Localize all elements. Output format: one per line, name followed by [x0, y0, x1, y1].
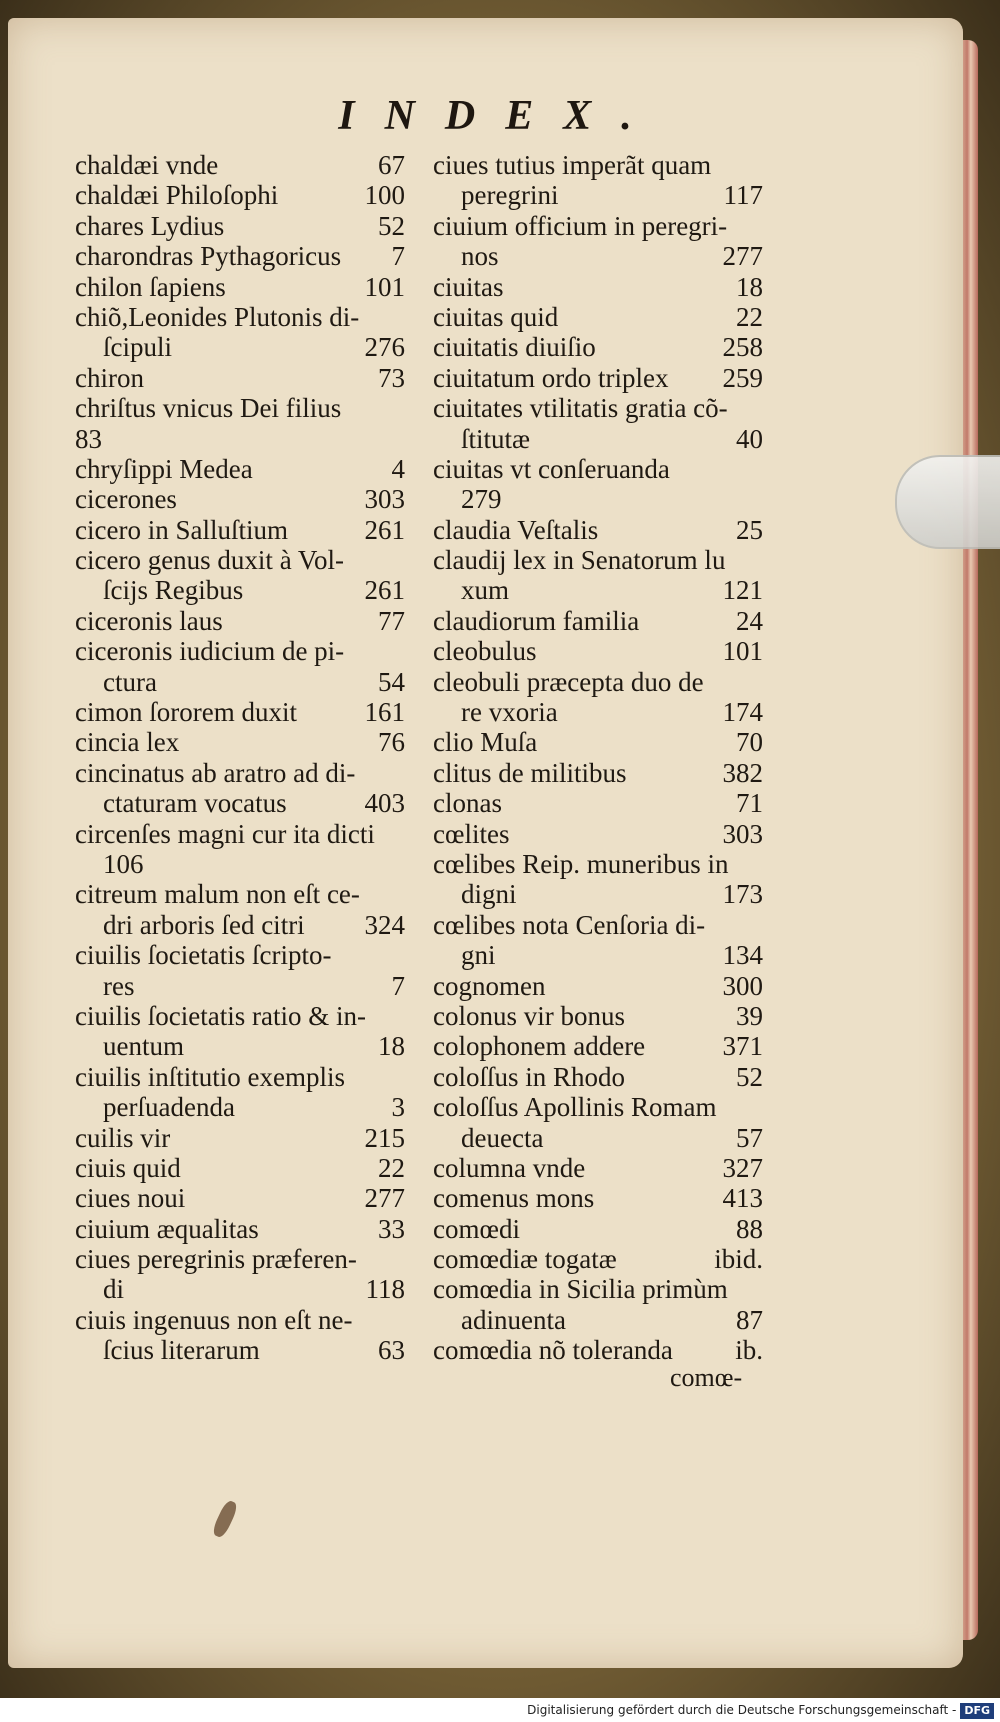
entry-term: chaldæi Philoſophi	[75, 180, 279, 211]
entry-term: cœlites	[433, 818, 510, 849]
index-entry	[75, 150, 405, 180]
entry-page-number: 71	[736, 788, 763, 819]
entry-term: ciues tutius imperãt quam	[433, 150, 712, 180]
entry-term: nos	[461, 241, 499, 272]
index-entry	[75, 606, 405, 636]
entry-term: cognomen	[433, 970, 546, 1001]
entry-term: comœdiæ togatæ	[433, 1244, 617, 1275]
entry-term: ctaturam vocatus	[103, 788, 287, 819]
index-entry	[433, 667, 763, 697]
index-entry	[433, 819, 763, 849]
index-entry	[75, 241, 405, 271]
entry-page-number: 70	[736, 727, 763, 758]
entry-page-number: 327	[722, 1152, 763, 1183]
entry-term: cicerones	[75, 484, 177, 515]
entry-term: ſcijs Regibus	[103, 575, 244, 606]
entry-term: digni	[461, 879, 517, 910]
index-entry	[75, 1123, 405, 1153]
entry-page-number: 63	[378, 1335, 405, 1366]
entry-page-number: 258	[722, 332, 763, 363]
index-entry	[433, 241, 763, 271]
index-entry	[75, 1335, 405, 1365]
index-entry	[75, 515, 405, 545]
index-entry	[433, 150, 763, 180]
index-entry	[75, 697, 405, 727]
entry-term: cincinatus ab aratro ad di-	[75, 757, 356, 788]
index-entry	[433, 1001, 763, 1031]
entry-page-number: 277	[364, 1183, 405, 1214]
index-entry	[75, 667, 405, 697]
entry-term: uentum	[103, 1031, 184, 1062]
entry-term: citreum malum non eſt ce-	[75, 879, 360, 910]
entry-page-number: 40	[736, 423, 763, 454]
entry-page-number: 324	[364, 909, 405, 940]
footer-text: Digitalisierung gefördert durch die Deutsche Forschungsgemeinschaft -	[527, 1703, 957, 1717]
index-entry	[433, 1092, 763, 1122]
index-entry	[433, 424, 763, 454]
entry-page-number: 88	[736, 1213, 763, 1244]
entry-page-number: 22	[378, 1152, 405, 1183]
index-entry	[75, 484, 405, 514]
entry-term: di	[103, 1274, 125, 1305]
entry-term: cincia lex	[75, 727, 180, 758]
entry-term: adinuenta	[461, 1304, 566, 1335]
entry-term: ciues peregrinis præferen-	[75, 1244, 357, 1275]
entry-term: claudiorum familia	[433, 605, 640, 636]
entry-page-number: 87	[736, 1304, 763, 1335]
index-entry	[433, 697, 763, 727]
index-entry	[433, 910, 763, 940]
entry-page-number: 73	[378, 362, 405, 393]
entry-term: ſtitutæ	[461, 423, 531, 454]
index-entry	[433, 484, 763, 514]
entry-term: ciuitas quid	[433, 301, 559, 332]
index-entry	[433, 1062, 763, 1092]
index-entry	[433, 1123, 763, 1153]
entry-term: 83	[75, 423, 102, 454]
entry-term: comœdia in Sicilia primùm	[433, 1274, 728, 1305]
entry-term: ciues noui	[75, 1183, 186, 1214]
entry-page-number: 76	[378, 727, 405, 758]
entry-term: chiõ,Leonides Plutonis di-	[75, 301, 360, 332]
entry-page-number: 161	[364, 697, 405, 728]
entry-term: cœlibes Reip. muneribus in	[433, 848, 729, 879]
entry-term: ſcius literarum	[103, 1335, 260, 1366]
index-entry	[75, 575, 405, 605]
index-entry	[75, 180, 405, 210]
entry-page-number: 277	[722, 241, 763, 272]
index-entry	[75, 727, 405, 757]
catchword: comœ-	[670, 1363, 743, 1392]
entry-page-number: 303	[722, 818, 763, 849]
index-column-left	[75, 150, 405, 1366]
entry-term: ciuium officium in peregri-	[433, 210, 728, 241]
index-entry	[433, 879, 763, 909]
entry-term: ciuilis ſocietatis ſcripto-	[75, 940, 332, 971]
index-entry	[75, 363, 405, 393]
entry-page-number: 276	[364, 332, 405, 363]
index-entry	[75, 879, 405, 909]
digitization-footer	[0, 1698, 1000, 1722]
entry-page-number: 52	[736, 1061, 763, 1092]
index-entry	[75, 1001, 405, 1031]
index-entry	[75, 819, 405, 849]
entry-page-number: 101	[722, 636, 763, 667]
entry-term: cleobuli præcepta duo de	[433, 666, 704, 697]
entry-term: ciuilis inſtitutio exemplis	[75, 1061, 345, 1092]
index-entry	[433, 1305, 763, 1335]
entry-page-number: 100	[364, 180, 405, 211]
entry-term: chiron	[75, 362, 144, 393]
index-entry	[75, 636, 405, 666]
index-entry	[75, 1244, 405, 1274]
entry-page-number: 259	[722, 362, 763, 393]
index-entry	[75, 1153, 405, 1183]
index-entry	[433, 758, 763, 788]
entry-term: ciuitatum ordo triplex	[433, 362, 669, 393]
entry-term: ſcipuli	[103, 332, 172, 363]
entry-term: ciuis ingenuus non eſt ne-	[75, 1304, 353, 1335]
entry-page-number: 173	[722, 879, 763, 910]
entry-term: cleobulus	[433, 636, 537, 667]
index-entry	[433, 636, 763, 666]
entry-page-number: 52	[378, 210, 405, 241]
index-entry	[433, 180, 763, 210]
index-entry	[75, 1092, 405, 1122]
index-entry	[433, 363, 763, 393]
entry-term: peregrini	[461, 180, 559, 211]
index-entry	[433, 788, 763, 818]
entry-page-number: 403	[364, 788, 405, 819]
entry-term: claudia Veſtalis	[433, 514, 599, 545]
index-column-right	[433, 150, 763, 1366]
index-entry	[433, 211, 763, 241]
index-entry	[433, 1183, 763, 1213]
index-entry	[433, 332, 763, 362]
entry-term: colonus vir bonus	[433, 1000, 625, 1031]
entry-term: ciuitas vt conſeruanda	[433, 453, 670, 484]
entry-page-number: 371	[722, 1031, 763, 1062]
entry-page-number: 33	[378, 1213, 405, 1244]
entry-page-number: 101	[364, 271, 405, 302]
entry-term: ciuitatis diuiſio	[433, 332, 596, 363]
index-entry	[75, 332, 405, 362]
entry-term: ciuilis ſocietatis ratio & in-	[75, 1000, 366, 1031]
index-entry	[433, 727, 763, 757]
dfg-logo: DFG	[960, 1703, 994, 1719]
entry-term: coloſſus Apollinis Romam	[433, 1092, 717, 1123]
index-entry	[75, 1183, 405, 1213]
index-entry	[433, 1274, 763, 1304]
entry-page-number: 7	[391, 970, 405, 1001]
index-entry	[433, 1214, 763, 1244]
index-entry	[75, 211, 405, 241]
index-entry	[75, 454, 405, 484]
index-entry	[433, 515, 763, 545]
entry-term: gni	[461, 940, 496, 971]
index-entry	[75, 788, 405, 818]
entry-term: 106	[103, 848, 144, 879]
entry-term: ciceronis laus	[75, 605, 223, 636]
entry-term: claudij lex in Senatorum lu	[433, 545, 726, 576]
entry-term: chryſippi Medea	[75, 453, 253, 484]
entry-page-number: 4	[391, 453, 405, 484]
entry-page-number: 261	[364, 514, 405, 545]
entry-page-number: 25	[736, 514, 763, 545]
entry-page-number: 413	[722, 1183, 763, 1214]
entry-page-number: 3	[391, 1092, 405, 1123]
entry-page-number: 22	[736, 301, 763, 332]
entry-term: colophonem addere	[433, 1031, 646, 1062]
index-entry	[433, 940, 763, 970]
entry-page-number: 118	[365, 1274, 405, 1305]
index-entry	[75, 1305, 405, 1335]
index-entry	[433, 1244, 763, 1274]
entry-term: deuecta	[461, 1122, 544, 1153]
index-entry	[433, 302, 763, 332]
entry-term: ciuium æqualitas	[75, 1213, 259, 1244]
index-entry	[75, 272, 405, 302]
entry-term: ciceronis iudicium de pi-	[75, 636, 345, 667]
entry-term: cicero genus duxit à Vol-	[75, 545, 344, 576]
index-entry	[433, 971, 763, 1001]
index-entry	[75, 849, 405, 879]
index-entry	[433, 1153, 763, 1183]
index-entry	[75, 1062, 405, 1092]
entry-page-number: 134	[722, 940, 763, 971]
index-entry	[75, 910, 405, 940]
entry-page-number: 300	[722, 970, 763, 1001]
entry-term: cuilis vir	[75, 1122, 171, 1153]
page-title: INDEX.	[338, 93, 662, 139]
entry-term: xum	[461, 575, 510, 606]
index-entry	[433, 272, 763, 302]
entry-page-number: ibid.	[714, 1244, 763, 1275]
entry-page-number: 121	[722, 575, 763, 606]
entry-page-number: 57	[736, 1122, 763, 1153]
index-entry	[75, 424, 405, 454]
entry-term: ciuitates vtilitatis gratia cõ-	[433, 393, 728, 424]
index-entry	[433, 575, 763, 605]
entry-term: cicero in Salluſtium	[75, 514, 288, 545]
entry-term: res	[103, 970, 135, 1001]
index-entry	[433, 1031, 763, 1061]
index-entry	[433, 606, 763, 636]
index-entry	[75, 971, 405, 1001]
entry-term: clonas	[433, 788, 502, 819]
index-entry	[75, 393, 405, 423]
entry-term: clio Muſa	[433, 727, 538, 758]
entry-page-number: 18	[378, 1031, 405, 1062]
entry-term: cœlibes nota Cenſoria di-	[433, 909, 706, 940]
index-entry	[433, 393, 763, 423]
entry-term: coloſſus in Rhodo	[433, 1061, 626, 1092]
index-entry	[75, 545, 405, 575]
entry-term: dri arboris ſed citri	[103, 909, 305, 940]
entry-term: cimon ſororem duxit	[75, 697, 297, 728]
entry-term: ciuis quid	[75, 1152, 181, 1183]
index-entry	[75, 302, 405, 332]
entry-page-number: 382	[722, 757, 763, 788]
entry-term: circenſes magni cur ita dicti	[75, 818, 375, 849]
index-entry	[75, 758, 405, 788]
entry-term: comœdia nõ toleranda	[433, 1335, 673, 1366]
entry-term: charondras Pythagoricus	[75, 241, 342, 272]
entry-page-number: 174	[722, 697, 763, 728]
entry-page-number: 261	[364, 575, 405, 606]
entry-term: chilon ſapiens	[75, 271, 226, 302]
entry-term: ciuitas	[433, 271, 504, 302]
entry-term: chares Lydius	[75, 210, 225, 241]
entry-term: ctura	[103, 666, 157, 697]
entry-page-number: 7	[391, 241, 405, 272]
index-entry	[75, 1274, 405, 1304]
index-entry	[433, 545, 763, 575]
entry-page-number: 67	[378, 150, 405, 180]
entry-term: columna vnde	[433, 1152, 586, 1183]
index-entry	[75, 1214, 405, 1244]
entry-term: comœdi	[433, 1213, 520, 1244]
index-entry	[433, 1335, 763, 1365]
entry-page-number: 77	[378, 605, 405, 636]
entry-page-number: 54	[378, 666, 405, 697]
entry-term: comenus mons	[433, 1183, 595, 1214]
index-entry	[433, 849, 763, 879]
entry-term: chaldæi vnde	[75, 150, 219, 180]
entry-page-number: 39	[736, 1000, 763, 1031]
index-entry	[433, 454, 763, 484]
entry-term: perſuadenda	[103, 1092, 235, 1123]
entry-page-number: 18	[736, 271, 763, 302]
entry-page-number: 24	[736, 605, 763, 636]
entry-page-number: ib.	[735, 1335, 763, 1366]
index-entry	[75, 1031, 405, 1061]
entry-term: clitus de militibus	[433, 757, 627, 788]
entry-term: chriſtus vnicus Dei filius	[75, 393, 342, 424]
entry-term: re vxoria	[461, 697, 558, 728]
index-entry	[75, 940, 405, 970]
entry-page-number: 303	[364, 484, 405, 515]
entry-page-number: 117	[723, 180, 763, 211]
entry-page-number: 215	[364, 1122, 405, 1153]
page-clip	[895, 455, 1000, 549]
entry-term: 279	[461, 484, 502, 515]
